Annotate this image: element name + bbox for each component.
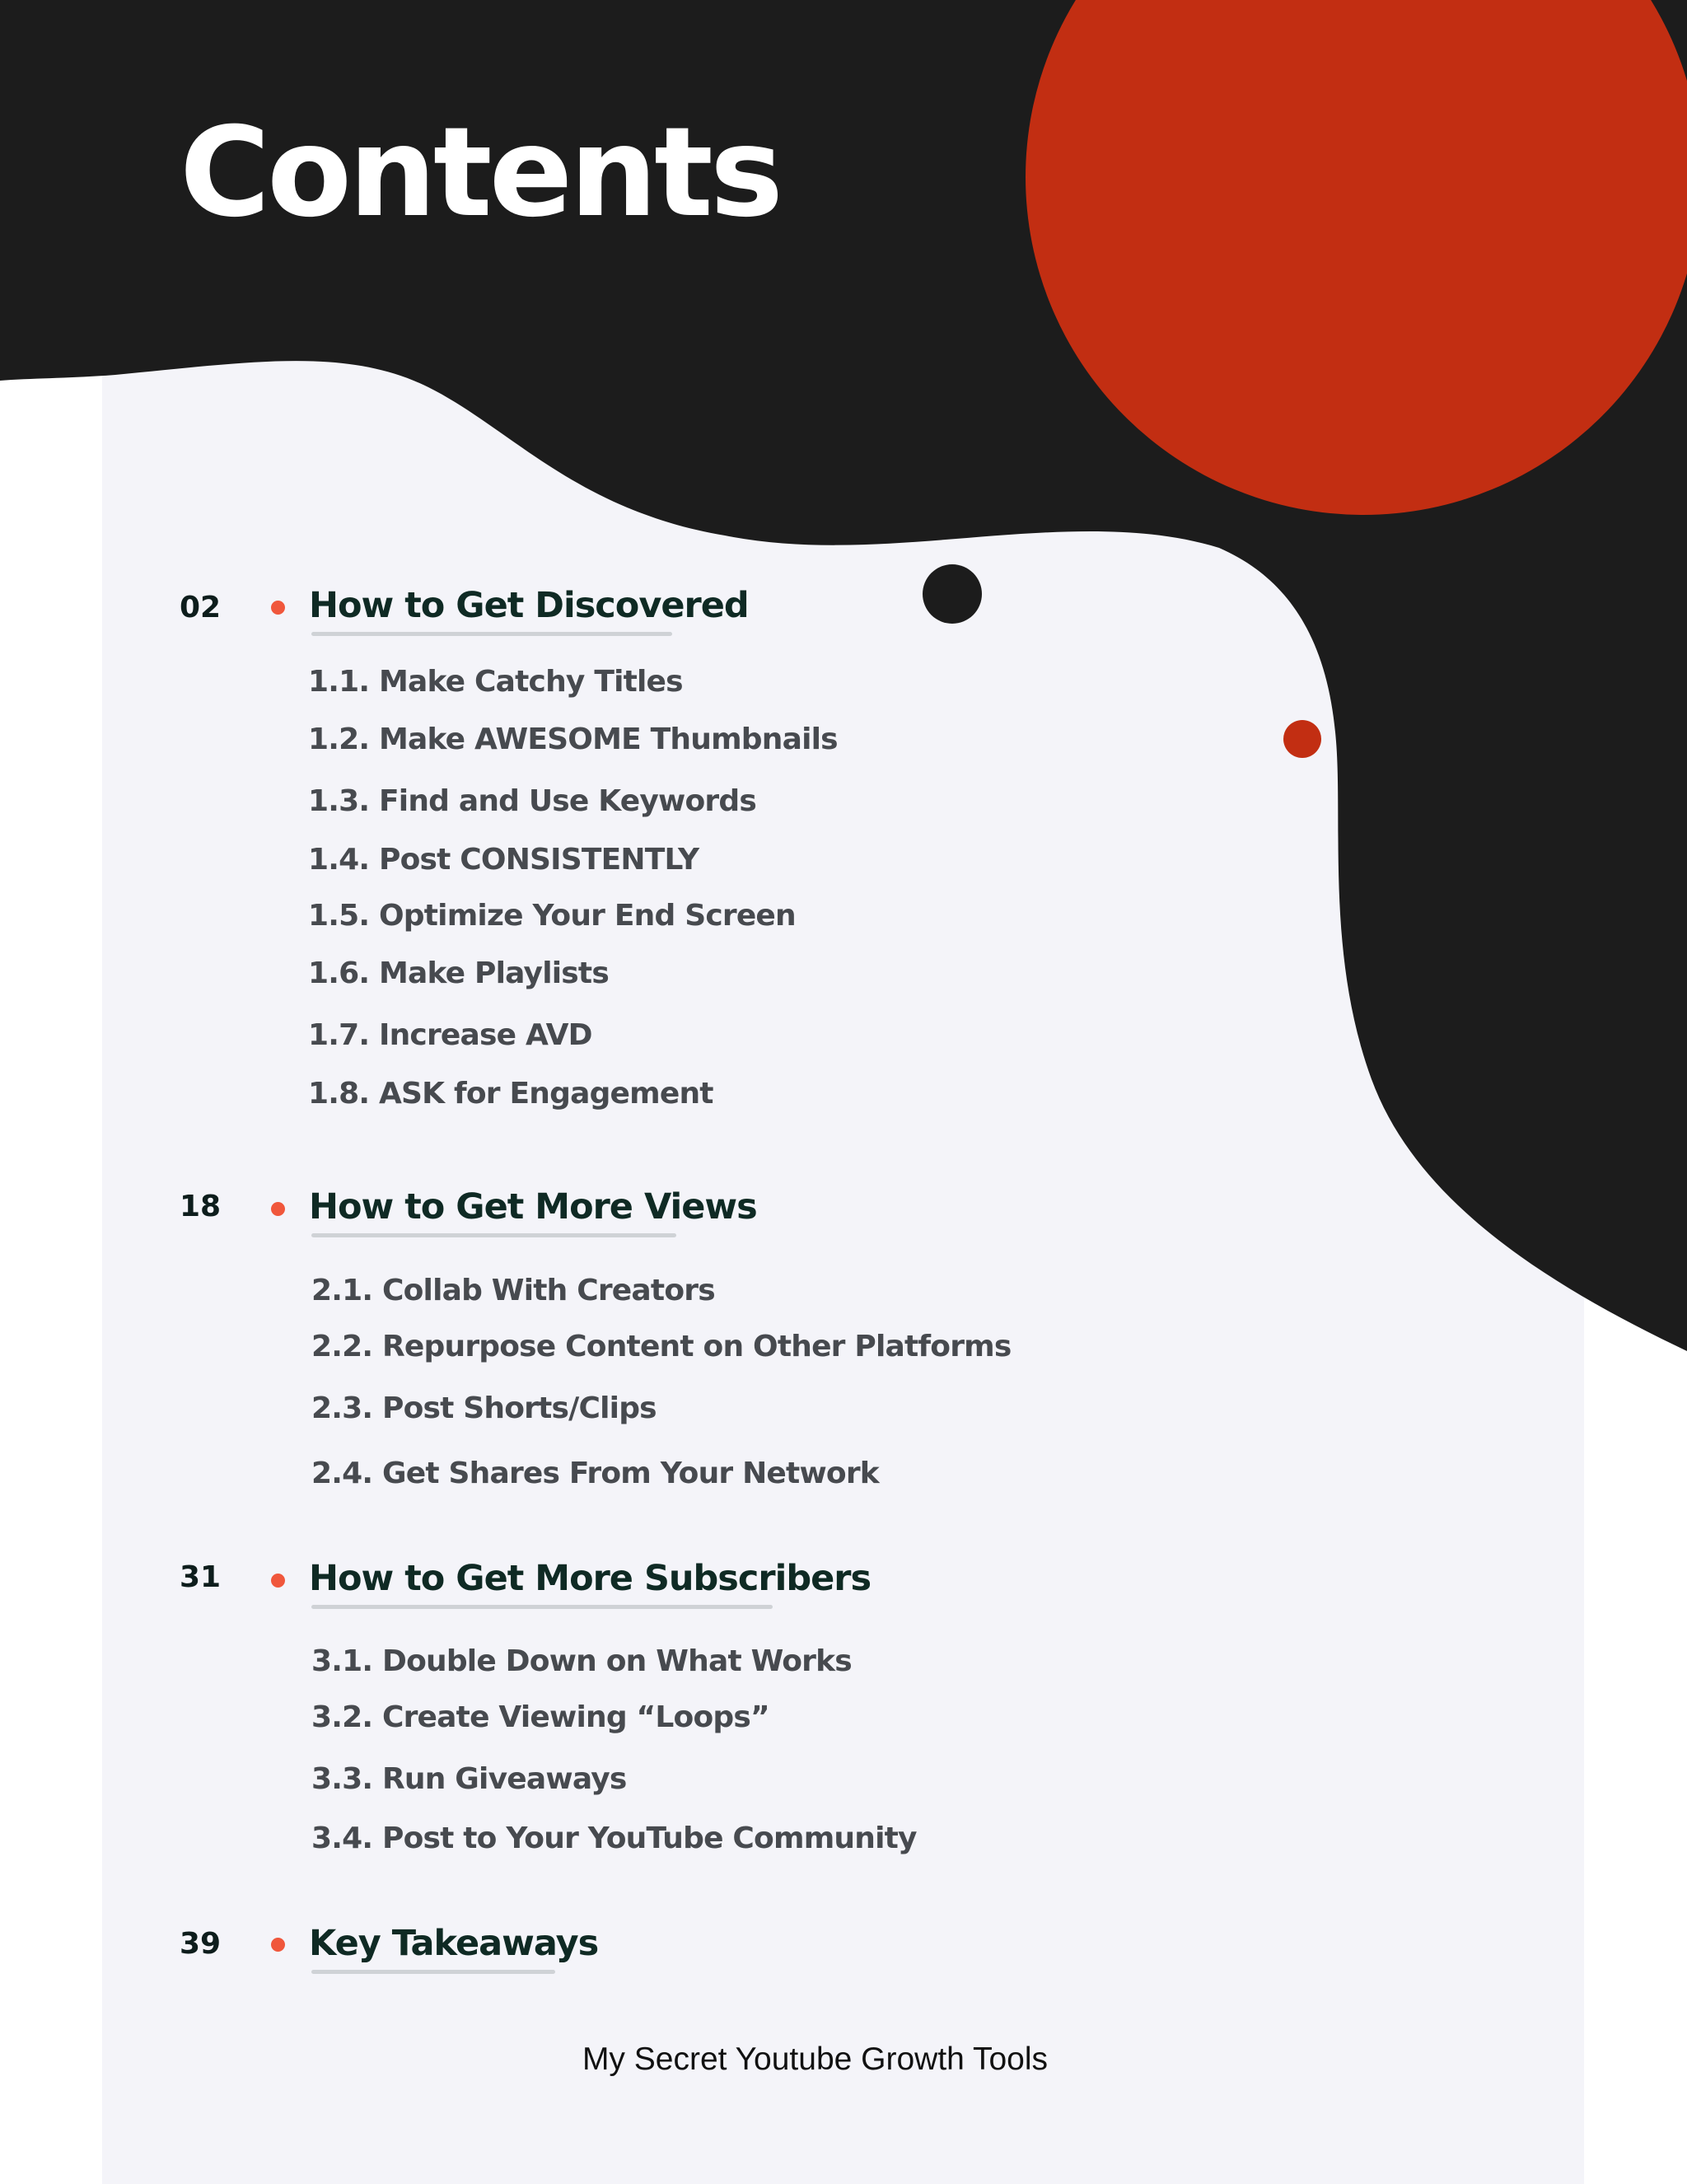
section-bullet-icon [271, 1202, 285, 1216]
toc-item-link[interactable]: 3.4. Post to Your YouTube Community [311, 1822, 917, 1855]
toc-item-link[interactable]: 1.2. Make AWESOME Thumbnails [308, 723, 838, 756]
section-page-number: 31 [180, 1560, 222, 1594]
section-page-number: 18 [180, 1190, 222, 1223]
dark-dot-decoration [923, 564, 982, 624]
toc-item-link[interactable]: 1.5. Optimize Your End Screen [308, 899, 796, 933]
section-underline [311, 1605, 773, 1609]
toc-item-link[interactable]: 1.8. ASK for Engagement [308, 1077, 713, 1111]
section-underline [311, 632, 672, 636]
footer-text: My Secret Youtube Growth Tools [582, 2041, 1049, 2077]
toc-item-link[interactable]: 2.1. Collab With Creators [311, 1274, 715, 1307]
toc-item-link[interactable]: 1.4. Post CONSISTENTLY [308, 843, 699, 877]
toc-item-link[interactable]: 3.2. Create Viewing “Loops” [311, 1700, 769, 1734]
section-title-link[interactable]: How to Get More Views [309, 1186, 757, 1228]
section-underline [311, 1233, 676, 1237]
section-page-number: 39 [180, 1927, 222, 1961]
toc-item-link[interactable]: 1.6. Make Playlists [308, 956, 609, 990]
toc-item-link[interactable]: 1.1. Make Catchy Titles [308, 665, 683, 699]
toc-item-link[interactable]: 3.1. Double Down on What Works [311, 1644, 852, 1678]
section-bullet-icon [271, 601, 285, 615]
section-page-number: 02 [180, 591, 222, 624]
section-bullet-icon [271, 1574, 285, 1588]
toc-item-link[interactable]: 2.3. Post Shorts/Clips [311, 1391, 657, 1425]
toc-item-link[interactable]: 1.3. Find and Use Keywords [308, 784, 756, 818]
red-dot-decoration [1283, 720, 1321, 758]
page-title: Contents [180, 101, 781, 245]
section-title-link[interactable]: How to Get More Subscribers [309, 1558, 872, 1599]
toc-item-link[interactable]: 2.2. Repurpose Content on Other Platforms [311, 1330, 1012, 1363]
section-bullet-icon [271, 1938, 285, 1952]
section-underline [311, 1970, 555, 1974]
toc-item-link[interactable]: 2.4. Get Shares From Your Network [311, 1457, 879, 1490]
section-title-link[interactable]: How to Get Discovered [309, 585, 749, 626]
toc-item-link[interactable]: 1.7. Increase AVD [308, 1018, 592, 1052]
toc-item-link[interactable]: 3.3. Run Giveaways [311, 1762, 627, 1796]
section-title-link[interactable]: Key Takeaways [309, 1923, 599, 1964]
